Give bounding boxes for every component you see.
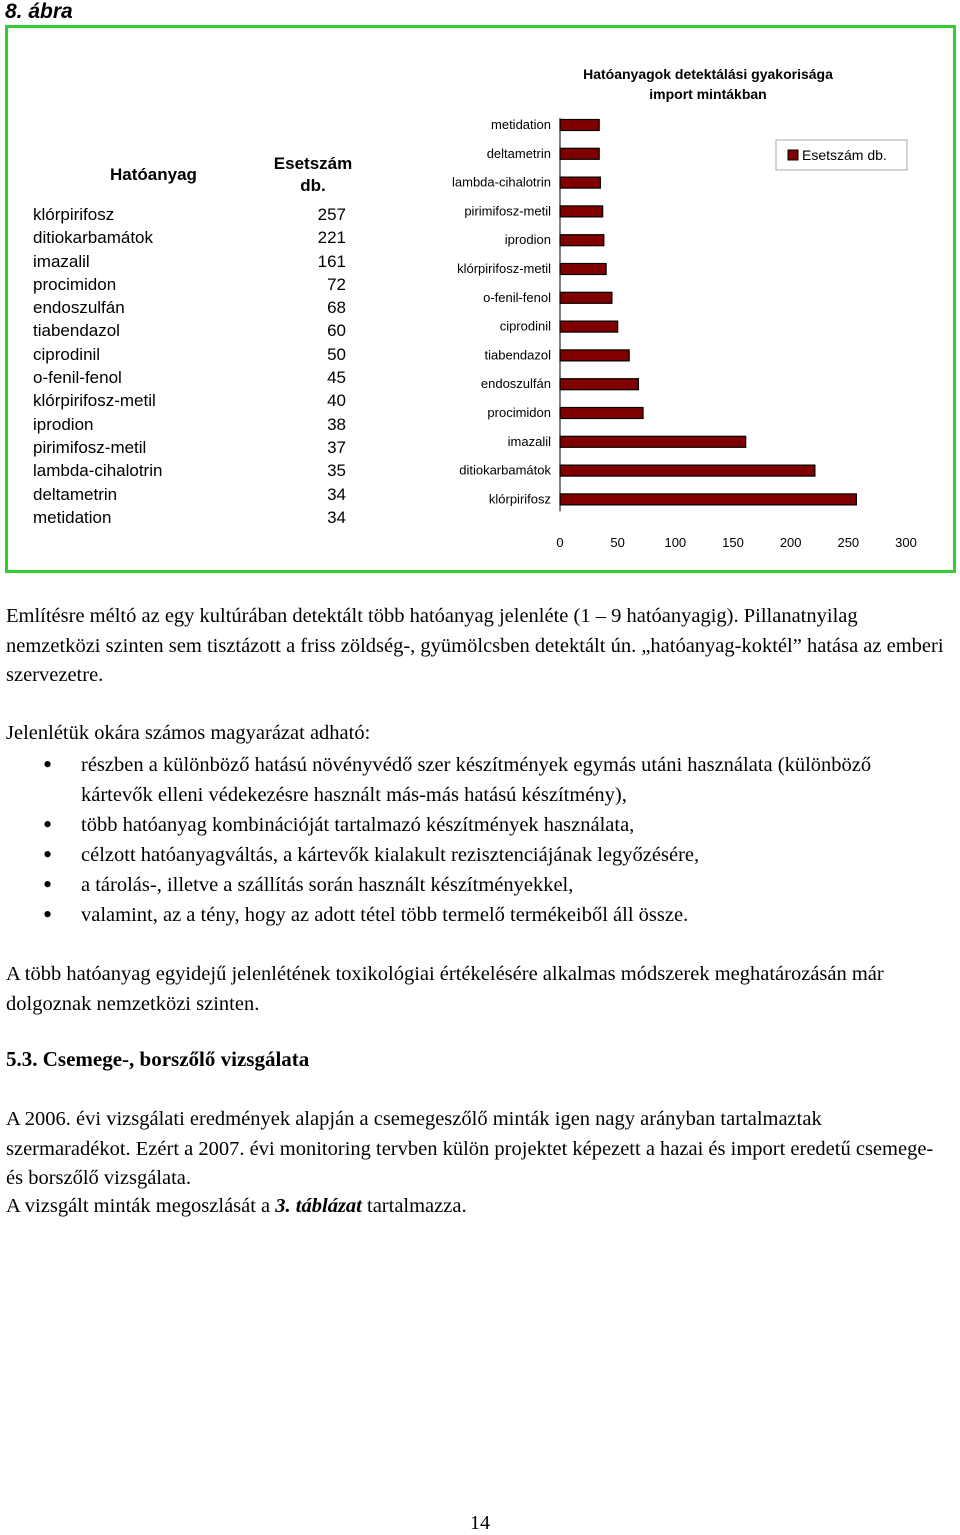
header-value-line1: Esetszám xyxy=(273,154,353,173)
table-cell-value: 60 xyxy=(327,321,346,341)
category-label: lambda-cihalotrin xyxy=(452,174,551,190)
figure-caption: 8. ábra xyxy=(5,0,73,23)
x-tick-label: 100 xyxy=(664,535,687,550)
table-reference: 3. táblázat xyxy=(275,1195,362,1217)
paragraph-2-text: Jelenlétük okára számos magyarázat adható: xyxy=(6,722,371,744)
table-cell-name: deltametrin xyxy=(33,484,118,504)
table-cell-value: 38 xyxy=(327,414,346,434)
category-label: klórpirifosz xyxy=(488,491,551,507)
bar xyxy=(560,436,746,447)
bar xyxy=(560,292,612,303)
category-label: ciprodinil xyxy=(499,318,551,334)
category-label: o-fenil-fenol xyxy=(483,289,551,305)
category-label: endoszulfán xyxy=(480,376,551,392)
paragraph-5-prefix: A vizsgált minták megoszlását a xyxy=(6,1195,276,1217)
table-cell-value: 34 xyxy=(327,507,346,527)
chart-title-line1: Hatóanyagok detektálási gyakorisága xyxy=(583,66,833,82)
paragraph-4-text: A 2006. évi vizsgálati eredmények alapján a csemegeszőlő minták igen nagy arányban tartalmaztak szermaradékot. Ezért a 2007. évi monitoring tervben külön projektet képezett a hazai és import eredetű csemege- és borszőlő vizsgálata. xyxy=(6,1108,934,1189)
paragraph-1-text: Említésre méltó az egy kultúrában detektált több hatóanyag jelenléte (1 – 9 hatóanyagig). Pillanatnyilag nemzetközi szinten sem tisztázott a friss zöldség-, gyümölcsben detektált ún. „hatóanyag-koktél” hatása az emberi szervezetre. xyxy=(6,605,944,686)
header-name: Hatóanyag xyxy=(110,165,197,184)
header-value-line2: db. xyxy=(300,176,326,195)
category-label: iprodion xyxy=(504,232,551,248)
category-label: metidation xyxy=(491,117,551,132)
table-cell-name: pirimifosz-metil xyxy=(33,437,147,457)
paragraph-3 xyxy=(6,960,946,1019)
paragraph-4 xyxy=(6,1105,946,1194)
table-cell-value: 34 xyxy=(327,484,346,504)
page-number: 14 xyxy=(470,1512,490,1534)
section-heading: 5.3. Csemege-, borszőlő vizsgálata xyxy=(6,1047,310,1071)
table-cell-name: endoszulfán xyxy=(33,298,125,318)
table-cell-name: ciprodinil xyxy=(33,344,101,364)
table-cell-name: klórpirifosz xyxy=(33,205,115,224)
table-cell-value: 68 xyxy=(327,298,346,318)
table-cell-name: metidation xyxy=(33,507,112,527)
chart-title-line2: import mintákban xyxy=(649,86,767,102)
table-cell-name: lambda-cihalotrin xyxy=(33,461,163,481)
bar xyxy=(560,379,638,390)
legend xyxy=(776,140,907,170)
category-label: imazalil xyxy=(507,433,551,449)
table-cell-value: 37 xyxy=(327,437,346,457)
figure-box xyxy=(5,25,956,573)
category-label: tiabendazol xyxy=(484,347,551,363)
bar xyxy=(560,120,599,131)
table-cell-value: 35 xyxy=(327,461,346,481)
table-cell-value: 161 xyxy=(317,251,346,271)
category-label: procimidon xyxy=(487,405,551,420)
bar xyxy=(560,177,600,188)
bar xyxy=(560,408,643,419)
bar xyxy=(560,235,604,246)
table-cell-value: 50 xyxy=(327,344,346,364)
bar xyxy=(560,264,606,275)
bar-chart xyxy=(8,28,953,570)
paragraph-3-text: A több hatóanyag egyidejű jelenlétének toxikológiai értékelésére alkalmas módszerek meghatározásán már dolgoznak nemzetközi szinten. xyxy=(6,963,884,1015)
bar xyxy=(560,494,856,505)
category-label: pirimifosz-metil xyxy=(464,203,551,219)
table-cell-name: klórpirifosz-metil xyxy=(33,391,156,411)
paragraph-1 xyxy=(6,602,946,691)
x-tick-label: 50 xyxy=(610,535,625,550)
table-cell-name: procimidon xyxy=(33,274,117,294)
paragraph-5-text xyxy=(6,1192,946,1222)
table-cell-value: 45 xyxy=(327,368,346,388)
bullet-item: • több hatóanyag kombinációját tartalmazó készítmények használata, xyxy=(6,810,946,840)
bar xyxy=(560,321,618,332)
x-tick-label: 0 xyxy=(556,535,564,550)
legend-label: Esetszám db. xyxy=(802,147,887,163)
table-cell-name: o-fenil-fenol xyxy=(33,368,122,388)
table-cell-value: 72 xyxy=(327,274,346,294)
bullet-item: • célzott hatóanyagváltás, a kártevők kialakult rezisztenciájának legyőzésére, xyxy=(6,840,946,870)
bar xyxy=(560,206,603,217)
x-tick-label: 250 xyxy=(837,535,860,550)
bar xyxy=(560,148,599,159)
bullet-item: • valamint, az a tény, hogy az adott tétel több termelő termékeiből áll össze. xyxy=(6,900,946,930)
category-label: ditiokarbamátok xyxy=(459,462,551,478)
table-cell-value: 40 xyxy=(327,391,346,411)
table-cell-name: imazalil xyxy=(33,251,90,271)
paragraph-5 xyxy=(6,1192,946,1222)
x-tick-label: 200 xyxy=(779,535,802,550)
bar xyxy=(560,465,815,476)
legend-swatch xyxy=(788,150,798,160)
paragraph-5-suffix: tartalmazza. xyxy=(361,1195,467,1217)
x-tick-label: 300 xyxy=(895,535,917,550)
bullet-list xyxy=(6,750,946,930)
bullet-item: • a tárolás-, illetve a szállítás során használt készítményekkel, xyxy=(6,870,946,900)
bar xyxy=(560,350,629,361)
x-tick-label: 150 xyxy=(722,535,744,550)
table-cell-value: 257 xyxy=(317,205,346,224)
table-cell-name: tiabendazol xyxy=(33,321,120,341)
table-cell-name: iprodion xyxy=(33,414,94,434)
table-cell-name: ditiokarbamátok xyxy=(33,228,154,248)
category-label: deltametrin xyxy=(486,145,551,161)
category-label: klórpirifosz-metil xyxy=(457,261,551,276)
paragraph-2 xyxy=(6,719,946,749)
table-cell-value: 221 xyxy=(317,228,346,248)
bullet-item: • részben a különböző hatású növényvédő szer készítmények egymás utáni használata (különböző kártevők elleni védekezésre használt más-más hatású készítmény), xyxy=(6,750,946,810)
